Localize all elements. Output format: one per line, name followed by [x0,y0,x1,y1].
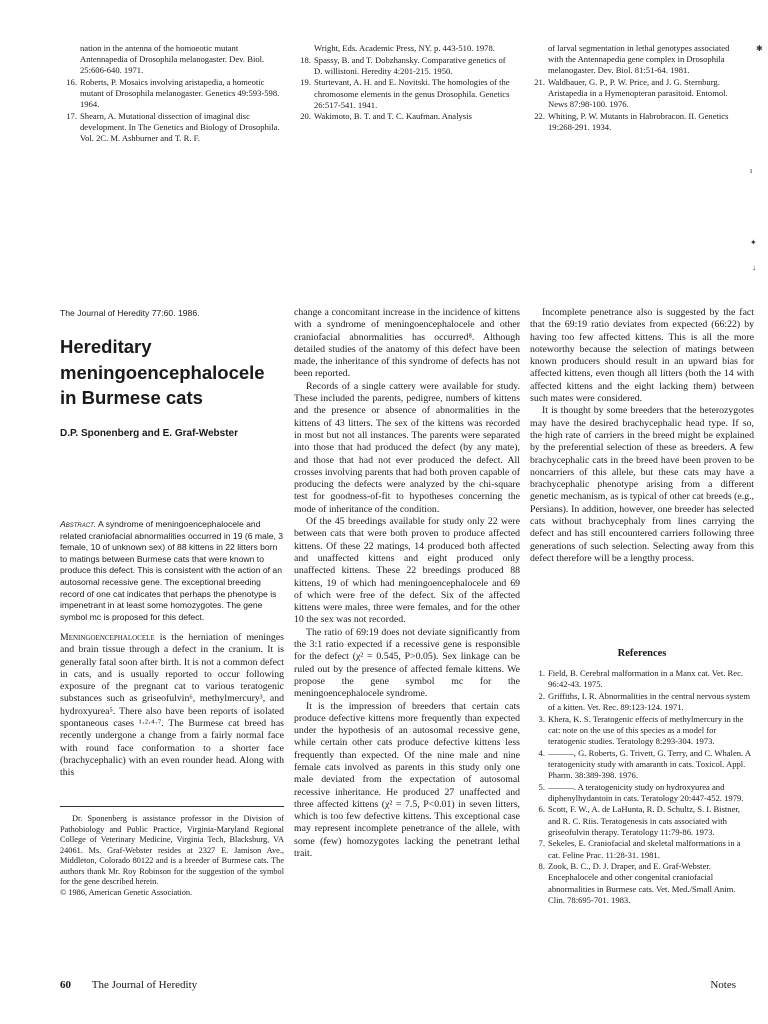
title-line: Hereditary [60,336,152,357]
reference-item [530,691,754,713]
ref-text: Sturtevant, A. H. and E. Novitski. The homologies of the chromosome elements in the genus Drosophila. Genetics 26:517-541. 1941. [314,77,510,110]
ref-number: 18. [300,54,311,65]
ref-number: 17. [66,111,77,121]
reference-item [530,861,754,906]
title-line: meningoencephalocele [60,361,265,383]
scan-mark: ı [750,166,753,175]
body-paragraph: The ratio of 69:19 does not deviate significantly from the 3:1 ratio expected if a recessive gene is responsible for the defect (χ² = 0.545, P>0.05). Sex linkage can be ruled out by the presence of affected female kittens. We propose the gene symbol mc for the meningoencephalocele syndrome. [294,626,520,700]
ref-text: nation in the antenna of the homoeotic mutant Antennapedia of Drosophila melanogaster. Dev. Biol. 25:606-640. 1971. [80,43,265,76]
ref-text: Zook, B. C., D. J. Draper, and E. Graf-Webster. Encephalocele and other congenital craniofacial abnormalities in Burmese cats. Vet. Med./Small Anim. Clin. 78:695-701. 1983. [548,861,736,905]
ref-text: Waldbauer, G. P., P. W. Price, and J. G. Sternburg. Aristapedia in a Hymenopteran parasitoid. Entomol. News 87:98-100. 1976. [548,77,728,110]
top-ref-item [530,43,744,77]
top-refs-col1 [62,43,284,145]
ref-text: Sekeles, E. Craniofacial and skeletal malformations in a cat. Feline Prac. 11:28-31. 1981. [548,838,741,860]
ref-number: 2. [538,690,545,701]
scan-mark: ✦ [750,238,757,247]
top-ref-item [296,77,516,111]
section-label: Notes [710,979,736,991]
references-list [530,668,754,906]
top-refs-col2 [296,43,516,123]
abstract-label: Abstract. [60,519,97,529]
page-number: 60 [60,979,71,991]
scan-mark: ✱ [756,44,763,53]
body-paragraph: Records of a single cattery were available for study. These included the parents, pedigree, numbers of kittens and the presence or absence of abnormalities in the kittens of 43 litters. The sex of the kittens was recorded in most but not all instances. The parents were separated into those that had produced the defect (by any mate), and those that had not ever produced the defect. All crosses involving parents that had both proven capable of producing the defects were analyzed by the chi-square test for goodness-of-fit to hypotheses concerning the mode of inheritance of the condition. [294,380,520,515]
body-paragraph: It is the impression of breeders that certain cats produce defective kittens more frequently than expected under the hypothesis of an autosomal recessive gene, while certain other cats produce defective kittens less frequently than expected. Of the nine male and nine female cats involved as parents in this study only one male deviated from the expectation of autosomal recessive inheritance. He produced 27 unaffected and three affected kittens (χ² = 7.5, P<0.01) in seven litters, which is too few defective kittens. This exceptional case may represent incomplete penetrance of the allele, with some (few) homozygotes lacking the penetrant lethal trait. [294,700,520,860]
ref-text: Wright, Eds. Academic Press, NY. p. 443-510. 1978. [314,43,495,53]
ref-text: Scott, F. W., A. de LaHunta, R. D. Schultz, S. I. Bistner, and R. C. Riis. Teratogenesis in cats associated with griseofulvin therapy. Teratology 11:79-86. 1973. [548,804,741,837]
ref-number [62,43,77,77]
footnote-rule [60,806,284,807]
ref-text: Griffiths, I. R. Abnormalities in the central nervous system of a kitten. Vet. Rec. 89:123-124. 1971. [548,690,750,712]
ref-number: 1. [538,668,545,678]
top-ref-item [62,77,284,111]
ref-number: 7. [538,838,545,849]
top-ref-item [296,111,516,122]
ref-number: 6. [538,804,545,815]
top-ref-item [530,77,744,111]
ref-number: 5. [538,781,545,792]
ref-text: ———. A teratogenicity study on hydroxyurea and diphenylhydantoin in cats. Teratology 20:447-452. 1979. [548,781,744,803]
copyright: © 1986, American Genetic Association. [60,887,193,897]
footer-journal: The Journal of Heredity [91,979,198,991]
ref-number: 8. [538,861,545,872]
ref-text: Roberts, P. Mosaics involving aristapedia, a homeotic mutant of Drosophila melanogaster. Genetics 49:593-598. 1964. [80,77,280,110]
body-paragraph: It is thought by some breeders that the heterozygotes may have the desired brachycephalic head type. If so, the high rate of carriers in the breed might be explained by the preferential selection of these as breeders. A few brachycephalic cats in the breed have been proven to be noncarriers of this allele, but these cats may have a brachycephalic phenotype arising from a different genetic mechanism, as is typical of other cat breeds (e.g., Persians). In addition, however, one breeder has selected cats without brachycephaly from lines carrying the defect and has still encountered carriers following three generations of such selection. Selecting away from this defect therefore will be a lengthy process. [530,405,754,564]
authors: D.P. Sponenberg and E. Graf-Webster [60,428,238,439]
top-ref-item [62,43,284,77]
journal-citation: The Journal of Heredity 77:60. 1986. [60,308,200,318]
ref-number: 21. [534,77,545,87]
reference-item [530,748,754,782]
footnote-text: Dr. Sponenberg is assistance professor in the Division of Pathobiology and Public Practice, Virginia-Maryland Regional College of Veterinary Medicine, Virginia Tech, Blacksburg, VA 24061. Ms. Graf-Webster resides at 2327 E. Jamison Ave., Middleton, Colorado 80122 and is a breeder of Burmese cats. The authors thank Mr. Roy Robinson for the suggestion of the symbol for the gene described herein. [60,814,284,886]
ref-text: Whiting, P. W. Mutants in Habrobracon. II. Genetics 19:268-291. 1934. [548,111,729,133]
ref-number: 3. [538,713,545,724]
ref-text: ———, G. Roberts, G. Trivett, G. Terry, and C. Whalen. A teratogenicity study with amaranth in cats. Toxicol. Appl. Pharm. 38:389-398. 1976. [548,747,751,780]
reference-item [530,714,754,748]
ref-number [296,43,311,54]
top-ref-item [296,43,516,54]
top-ref-item [296,55,516,77]
ref-text: of larval segmentation in lethal genotypes associated with the Antennapedia gene complex in Drosophila melanogaster. Dev. Biol. 81:51-64. 1981. [548,43,730,76]
ref-text: Spassy, B. and T. Dobzhansky. Comparative genetics of D. willistoni. Heredity 4:201-215. 1950. [314,54,506,76]
reference-item [530,804,754,838]
ref-number: 22. [534,111,545,121]
page-footer [60,979,197,991]
body-col3 [530,307,754,565]
reference-item [530,838,754,860]
ref-text: Shearn, A. Mutational dissection of imaginal disc development. In The Genetics and Biology of Drosophila. Vol. 2C. M. Ashburner and T. R. F. [80,111,280,144]
ref-number: 20. [300,111,311,122]
ref-number: 4. [538,747,545,758]
lead-word: Meningoencephalocele [60,632,155,643]
references-heading: References [617,648,667,659]
body-col1-text: is the herniation of meninges and brain tissue through a defect in the cranium. It is generally fatal soon after birth. It is not a common defect in cats, and is usually reported to occur following exposure of the pregnant cat to various teratogenic substances such as griseofulvin⁶, methylmercury³, and hydroxyurea⁵. There also have been reports of isolated spontaneous cases ¹·²·⁴·⁷. The Burmese cat breed has recently undergone a change from a fairly normal face with round face conformation to a shorter face (brachycephalic) with an even rounder head. Along with this [60,632,284,779]
ref-number: 19. [300,77,311,88]
abstract [60,519,284,623]
scan-mark: ↓ [752,263,756,272]
body-col1 [60,632,284,780]
title-line: in Burmese cats [60,387,203,408]
top-ref-item [62,111,284,145]
ref-text: Field, B. Cerebral malformation in a Manx cat. Vet. Rec. 96:42-43. 1975. [548,668,744,690]
ref-text: Wakimoto, B. T. and T. C. Kaufman. Analysis [314,111,472,122]
body-paragraph: Of the 45 breedings available for study only 22 were between cats that were both proven to produce affected kittens. Of these 22 matings, 14 produced both affected and unaffected kittens and eight produced only unaffected kittens. These 22 breedings produced 88 kittens, 19 of which had meningoencephalocele and 69 of which were free of the defect. Six of the affected kittens were males, three were females, and for the other 10 the sex was not recorded. [294,516,520,626]
body-paragraph: change a concomitant increase in the incidence of kittens with a syndrome of meningoencephalocele and other craniofacial abnormalities has occurred⁸. Although detailed studies of the anatomy of this defect have been made, the inheritance of this syndrome of defects has not been reported. [294,307,520,380]
ref-number: 16. [66,77,77,87]
top-ref-item [530,111,744,133]
reference-item [530,668,754,690]
author-footnote [60,814,284,898]
ref-text: Khera, K. S. Teratogenic effects of methylmercury in the cat: note on the use of this species as a model for teratogenic studies. Teratology 8:293-304. 1973. [548,713,744,746]
ref-number [530,43,545,77]
abstract-text: A syndrome of meningoencephalocele and related craniofacial abnormalities occurred in 19 (6 male, 3 female, 10 of unknown sex) of 88 kittens in 22 litters born to matings between Burmese cats that were known to produce this defect. This is consistent with the action of an autosomal recessive gene. The exceptional breeding record of one cat indicates that perhaps the phenotype is impenetrant in at least some homozygotes. The gene symbol mc is proposed for this defect. [60,519,284,622]
top-refs-col3 [530,43,744,134]
reference-item [530,782,754,804]
body-paragraph: Incomplete penetrance also is suggested by the fact that the 69:19 ratio deviates from expected (66:22) by having too few affected kittens. This is all the more noteworthy because the selection of matings between known producers should result in an upward bias for affected kittens, even though all litters (both the 14 with affected kittens and the eight lacking them) between such mates were considered. [530,307,754,405]
body-col2 [294,307,520,860]
article-title [60,334,290,411]
